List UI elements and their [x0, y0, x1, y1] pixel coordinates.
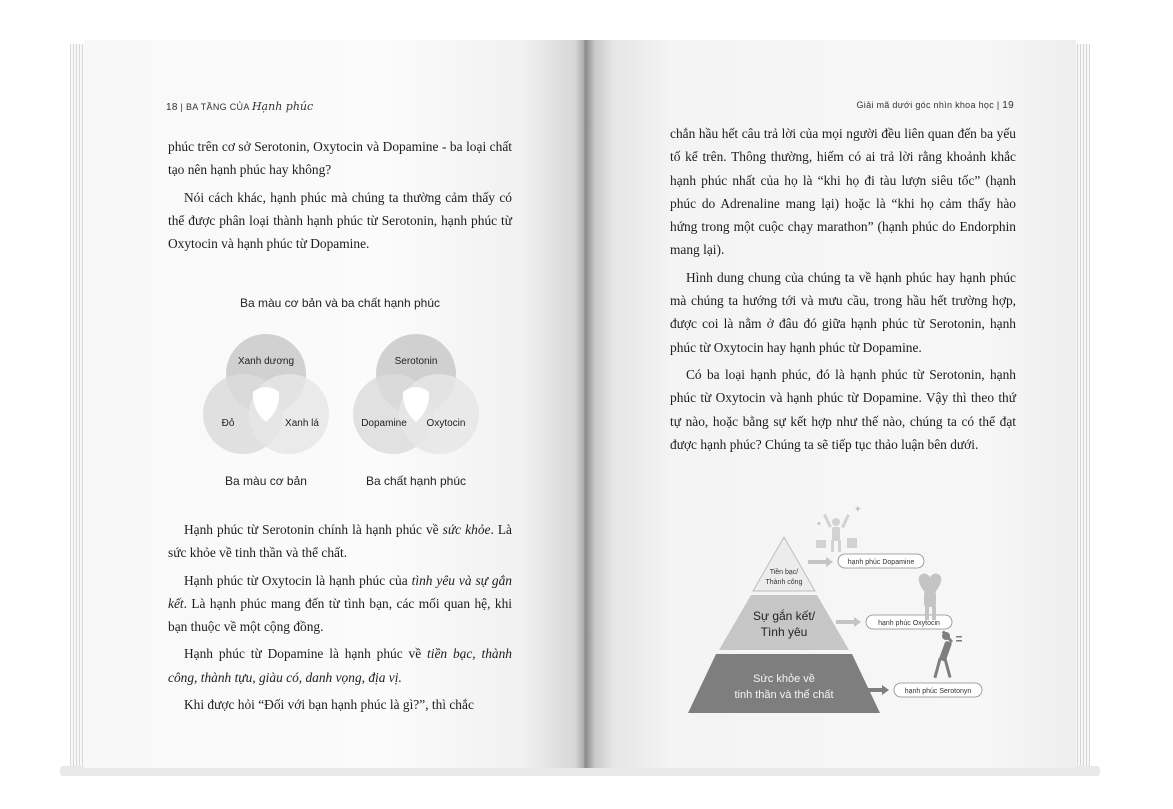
serotonin-label: hạnh phúc Serotonyn [904, 688, 972, 695]
paragraph-text: Hạnh phúc từ Dopamine là hạnh phúc về [184, 646, 428, 662]
tier-middle-label: Sự gắn kết/ [752, 609, 816, 623]
tier-middle-label: Tình yêu [760, 625, 808, 639]
paragraph-text: Hạnh phúc từ Oxytocin là hạnh phúc của [184, 572, 412, 588]
header-separator: | [180, 102, 184, 112]
svg-text:✦: ✦ [854, 504, 862, 514]
tier-bottom-label: Sức khỏe về [753, 673, 815, 685]
venn-caption: Ba màu cơ bản [225, 474, 307, 488]
left-running-header [166, 100, 313, 113]
book-title-script: Hạnh phúc [251, 100, 314, 113]
figure-title: Ba màu cơ bản và ba chất hạnh phúc [239, 296, 440, 310]
emphasis: tiền bạc, thành công, thành tựu, giàu có, danh vọng, địa vị. [168, 646, 512, 685]
emphasis: sức khỏe [442, 522, 491, 537]
paragraph [168, 518, 512, 565]
book-title-caps: BA TẦNG CỦA [186, 102, 250, 112]
paragraph-text: . Là sức khỏe về tinh thần và thể chất. [168, 522, 512, 561]
arrow-right-icon [808, 557, 833, 567]
arrow-right-icon [836, 617, 861, 627]
paragraph [168, 642, 512, 689]
left-page [84, 40, 584, 768]
paragraph: Có ba loại hạnh phúc, đó là hạnh phúc từ Serotonin, hạnh phúc từ Oxytocin và hạnh phúc từ Dopamine. Vậy thì theo thứ tự nào, hoặc bằng sự kết hợp như thế nào, chúng ta có thể đạt được hạnh phúc? Chúng ta sẽ tiếp tục thảo luận bên dưới. [670, 366, 1016, 452]
header-separator: | [996, 100, 1000, 110]
dopamine-label: hạnh phúc Dopamine [847, 559, 915, 566]
paragraph: phúc trên cơ sở Serotonin, Oxytocin và Dopamine - ba loại chất tạo nên hạnh phúc hay không? [168, 139, 512, 178]
right-running-header [857, 100, 1015, 111]
stretching-person-icon [933, 630, 962, 678]
right-page [584, 40, 1076, 768]
venn-caption: Ba chất hạnh phúc [365, 474, 467, 488]
venn-figure [168, 330, 512, 500]
chapter-title: Giải mã dưới góc nhìn khoa học [856, 100, 994, 110]
celebrating-person-icon [816, 504, 862, 552]
open-book [70, 40, 1090, 768]
emphasis: tình yêu và sự gắn kết [168, 572, 513, 611]
left-text-top [168, 135, 512, 259]
book-spine [575, 40, 595, 768]
svg-text:✦: ✦ [816, 521, 822, 528]
hugging-heart-icon [919, 573, 942, 620]
paragraph [168, 569, 512, 639]
venn-happiness-chemicals [353, 334, 479, 488]
venn-label-right: Xanh lá [285, 418, 319, 429]
venn-label-top: Xanh dương [237, 356, 295, 367]
paragraph: Nói cách khác, hạnh phúc mà chúng ta thường cảm thấy có thể được phân loại thành hạnh phúc từ Serotonin, hạnh phúc từ Oxytocin và hạnh phúc từ Dopamine. [168, 189, 512, 252]
right-page-number: 19 [1002, 100, 1014, 111]
paragraph: Hình dung chung của chúng ta về hạnh phúc hay hạnh phúc mà chúng ta hướng tới và mưu cầu, trong hầu hết trường hợp, được coi là nằm ở đâu đó giữa hạnh phúc từ Serotonin, hạnh phúc từ Oxytocin hay hạnh phúc từ Dopamine. [670, 269, 1016, 355]
venn-label-top: Serotonin [394, 356, 438, 367]
venn-label-right: Oxytocin [426, 418, 466, 429]
tier-bottom-label: tinh thần và thể chất [734, 689, 834, 701]
paragraph: chắn hầu hết câu trả lời của mọi người đều liên quan đến ba yếu tố kể trên. Thông thường, hiếm có ai trả lời rằng khoảnh khắc hạnh phúc nhất của họ là “khi họ đi tàu lượn siêu tốc” (hạnh phúc do Adrenaline mang lại) hoặc là “khi họ cảm thấy hào hứng trong một cuộc chạy marathon” (hạnh phúc do Endorphin mang lại). [670, 126, 1016, 258]
paragraph-text: Hạnh phúc từ Serotonin chính là hạnh phúc về [184, 522, 443, 537]
venn-primary-colors [203, 334, 329, 488]
venn-label-left: Đỏ [221, 418, 235, 429]
left-page-number: 18 [166, 102, 178, 113]
venn-label-left: Dopamine [361, 418, 407, 429]
pyramid-diagram [684, 490, 1004, 730]
tier-top-label: Thành công [765, 579, 803, 586]
paragraph-text: . Là hạnh phúc mang đến từ tình bạn, các mối quan hệ, khi bạn thuộc về một cộng đồng. [168, 595, 512, 635]
oxytocin-label: hạnh phúc Oxytocin [878, 620, 940, 627]
left-text-bottom [168, 518, 512, 720]
tier-top-label: Tiền bạc/ [769, 569, 799, 576]
right-text [670, 122, 1016, 460]
paragraph: Khi được hỏi “Đối với bạn hạnh phúc là gì?”, thì chắc [184, 697, 474, 713]
